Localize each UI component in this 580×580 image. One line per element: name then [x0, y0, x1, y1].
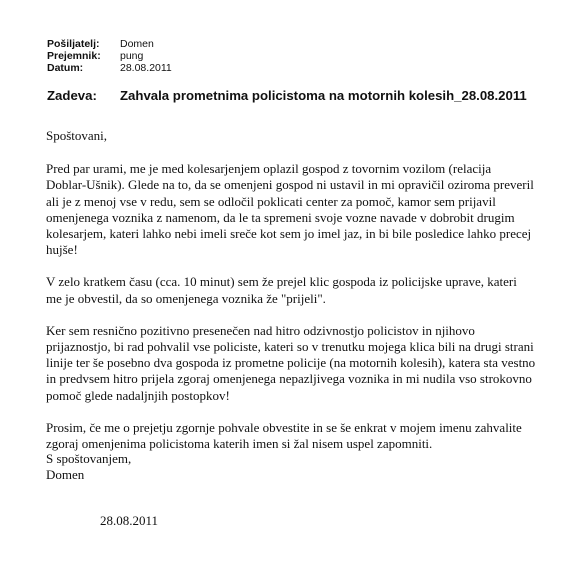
recipient-value: pung: [120, 50, 144, 62]
sender-label: Pošiljatelj:: [47, 38, 100, 50]
sender-value: Domen: [120, 38, 154, 50]
header-fields: [47, 38, 172, 74]
closing: [46, 451, 131, 483]
paragraph-3: Ker sem resnično pozitivno presenečen nad hitro odzivnostjo policistov in njihovo prijaznostjo, bi rad pohvalil vse policiste, kateri so v trenutku mojega klica bili na drugi strani linije ter še posebno dva gospoda iz prometne policije (na motornih kolesih), katera sta vestno in predvsem hitro prijela zgoraj omenjenega nepazljivega voznika in mi nudila vso strokovno pomoč glede nadaljnjih postopkov!: [46, 322, 536, 403]
paragraph-2: V zelo kratkem času (cca. 10 minut) sem že prejel klic gospoda iz policijske uprave, kateri me je obvestil, da so omenjenega voznika že "prijeli".: [46, 274, 517, 306]
closing-salutation: S spoštovanjem,: [46, 451, 132, 466]
footer-date: 28.08.2011: [100, 513, 159, 528]
greeting: Spoštovani,: [46, 128, 108, 143]
subject-label: Zadeva:: [47, 88, 97, 103]
closing-name: Domen: [46, 467, 85, 483]
paragraph-1: Pred par urami, me je med kolesarjenjem oplazil gospod z tovornim vozilom (relacija Doblar-Ušnik). Glede na to, da se omenjeni gospod ni ustavil in mi opravičil oziroma preveril ali je z menoj vse v redu, sem se odločil poklicati center za pomoč, kamor sem prijavil omenjenega voznika z namenom, da le ta spremeni svoje vozne navade v dobrobit drugim kolesarjem, kateri lahko nebi imeli sreče kot sem jo imel jaz, in bi bile posledice lahko precej hujše!: [46, 161, 534, 258]
date-row: [47, 62, 172, 74]
subject-text: Zahvala prometnima policistoma na motornih kolesih_28.08.2011: [120, 88, 527, 103]
paragraph-4: Prosim, če me o prejetju zgornje pohvale obvestite in se še enkrat v mojem imenu zahvalite zgoraj omenjenima policistoma katerih imen si žal nisem uspel zapomniti.: [46, 419, 522, 452]
letter-body: [46, 128, 546, 468]
date-label: Datum:: [47, 62, 84, 74]
sender-row: [47, 38, 172, 50]
subject-line: [47, 88, 527, 103]
date-value: 28.08.2011: [120, 62, 172, 74]
recipient-row: [47, 50, 172, 62]
recipient-label: Prejemnik:: [47, 50, 101, 62]
